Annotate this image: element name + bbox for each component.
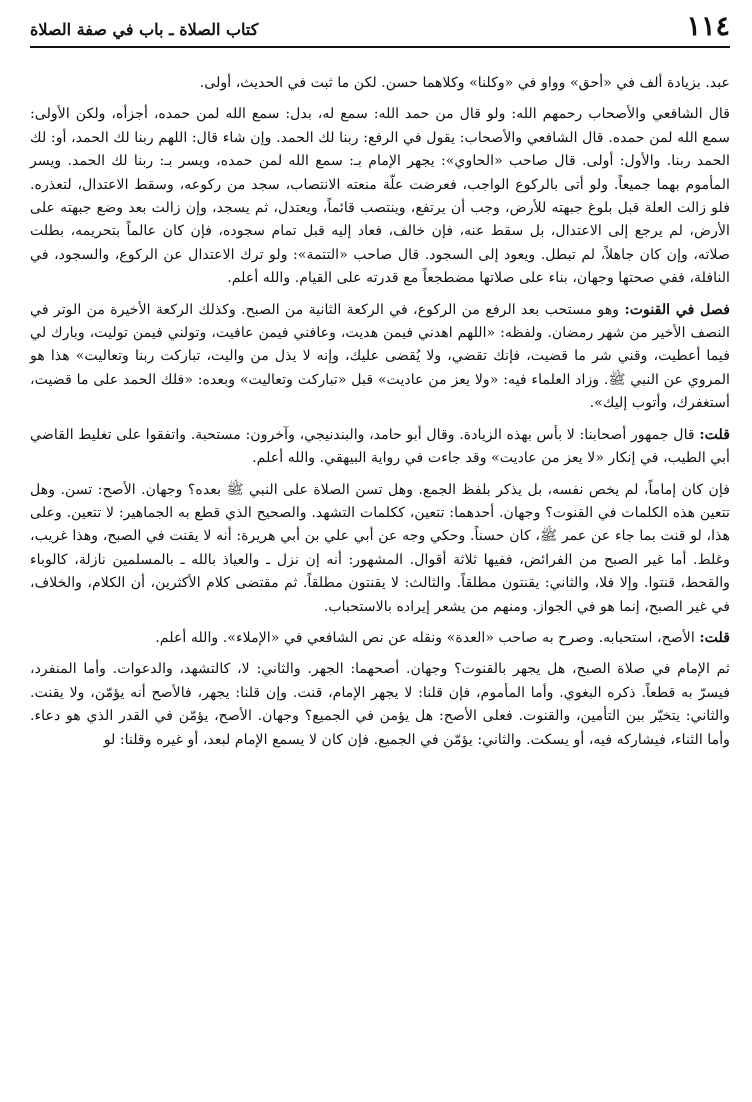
- paragraph: [30, 299, 730, 416]
- paragraph: [30, 424, 730, 471]
- paragraph-text: قال جمهور أصحابنا: لا بأس بهذه الزيادة. وقال أبو حامد، والبندنيجي، وآخرون: مستحبة. واتفقوا على تغليط القاضي أبي الطيب، في إنكار «لا يعز من عاديت» وقد جاءت في رواية البيهقي. والله أعلم.: [30, 426, 730, 467]
- paragraph: [30, 103, 730, 290]
- paragraph: [30, 627, 730, 650]
- page-header: [30, 12, 730, 48]
- paragraph-text: وهو مستحب بعد الرفع من الركوع، في الركعة الثانية من الصبح. وكذلك الركعة الأخيرة من الوتر في النصف الأخير من شهر رمضان. ولفظه: «اللهم اهدني فيمن هديت، وعافني فيمن عافيت، وتولني فيمن توليت، وبارك لي فيما أعطيت، وقني شر ما قضيت، فإنك تقضي، ولا يُقضى عليك، وإنه لا يذل من واليت، تباركت ربنا وتعاليت» هذا هو المروي عن النبي ﷺ. وزاد العلماء فيه: «ولا يعز من عاديت» قبل «تباركت وتعاليت» وبعده: «فلك الحمد على ما قضيت، أستغفرك، وأتوب إليك».: [30, 301, 730, 412]
- section-heading-qunut: فصل في القنوت:: [624, 301, 730, 318]
- page-number: ١١٤: [686, 11, 730, 42]
- paragraph-text: ثم الإمام في صلاة الصبح، هل يجهر بالقنوت؟ وجهان. أصحهما: الجهر. والثاني: لا، كالتشهد، والدعوات. وأما المنفرد، فيسرّ به قطعاً. ذكره البغوي. وأما المأموم، فإن قلنا: لا يجهر الإمام، قنت. وإن قلنا: يجهر، فالأصح أنه يؤمّن، ولا يقنت. والثاني: يتخيّر بين التأمين، والقنوت. فعلى الأصح: هل يؤمن في الجميع؟ وجهان. الأصح، يؤمّن في القدر الذي هو دعاء. وأما الثناء، فيشاركه فيه، أو يسكت. والثاني: يؤمّن في الجميع. فإن كان لا يسمع الإمام لبعد، أو غيره وقلنا: لو: [30, 661, 730, 748]
- page-body: [30, 72, 730, 752]
- paragraph-text: الأصح، استحبابه. وصرح به صاحب «العدة» ونقله عن نص الشافعي في «الإملاء». والله أعلم.: [155, 629, 700, 646]
- qultu-marker: قلت:: [699, 629, 730, 646]
- paragraph-text: فإن كان إماماً، لم يخص نفسه، بل يذكر بلفظ الجمع. وهل تسن الصلاة على النبي ﷺ بعده؟ وجهان. الأصح: تسن. وهل تتعين هذه الكلمات في القنوت؟ وجهان. أحدهما: تتعين، ككلمات التشهد. والصحيح الذي قطع به الجماهير: لا تتعين. وعلى هذا، لو قنت بما جاء عن عمر ﷺ، كان حسناً. وحكي وجه عن أبي علي بن أبي هريرة: أنه لا يقنت في الصبح، وهذا غريب، وغلط. أما غير الصبح من الفرائض، ففيها ثلاثة أقوال. المشهور: أنه إن نزل ـ والعياذ بالله ـ بالمسلمين نازلة، كالوباء والقحط، قنتوا. وإلا فلا، والثاني: يقنتون مطلقاً. والثالث: لا يقنتون مطلقاً. ثم مقتضى كلام الأكثرين، أن الكلام، والخلاف، في غير الصبح، إنما هو في الجواز. ومنهم من يشعر إيراده بالاستحباب.: [30, 481, 730, 615]
- paragraph: [30, 72, 730, 95]
- paragraph: [30, 479, 730, 619]
- book-page: [30, 12, 730, 1092]
- qultu-marker: قلت:: [699, 426, 730, 443]
- paragraph-text: عبد. بزيادة ألف في «أحق» وواو في «وكلنا» وكلاهما حسن. لكن ما ثبت في الحديث، أولى.: [199, 75, 730, 91]
- paragraph-text: قال الشافعي والأصحاب رحمهم الله: ولو قال من حمد الله: سمع له، بدل: سمع الله لمن حمده، أجزأه، ولكن الأولى: سمع الله لمن حمده. قال الشافعي والأصحاب: يقول في الرفع: ربنا لك الحمد. وإن شاء قال: اللهم ربنا لك الحمد، أو: لك الحمد ربنا. والأول: أولى. قال صاحب «الحاوي»: يجهر الإمام بـ: سمع الله لمن حمده، ويسر بـ: ربنا لك الحمد. ويسر المأموم بهما جميعاً. ولو أتى بالركوع الواجب، فعرضت علّة منعته الانتصاب، سجد من ركوعه، وسقط الاعتدال، لتعذره. فلو زالت العلة قبل بلوغ جبهته للأرض، وجب أن يرتفع، وينتصب قائماً، ويعتدل، ثم يسجد، وإن زالت بعد وضع جبهته على الأرض، لم يرجع إلى الاعتدال، بل سقط عنه، فإن خالف، فعاد إليه قبل تمام سجوده، فإن كان عالماً بتحريمه، بطلت صلاته، وإن كان جاهلاً، لم تبطل. ويعود إلى السجود. قال صاحب «التتمة»: ولو ترك الاعتدال عن الركوع، والسجود، في النافلة، ففي صحتها وجهان، بناء على صلاتها مضطجعاً مع قدرته على القيام. والله أعلم.: [30, 106, 730, 287]
- running-title: كتاب الصلاة ـ باب في صفة الصلاة: [30, 20, 259, 39]
- paragraph: [30, 658, 730, 752]
